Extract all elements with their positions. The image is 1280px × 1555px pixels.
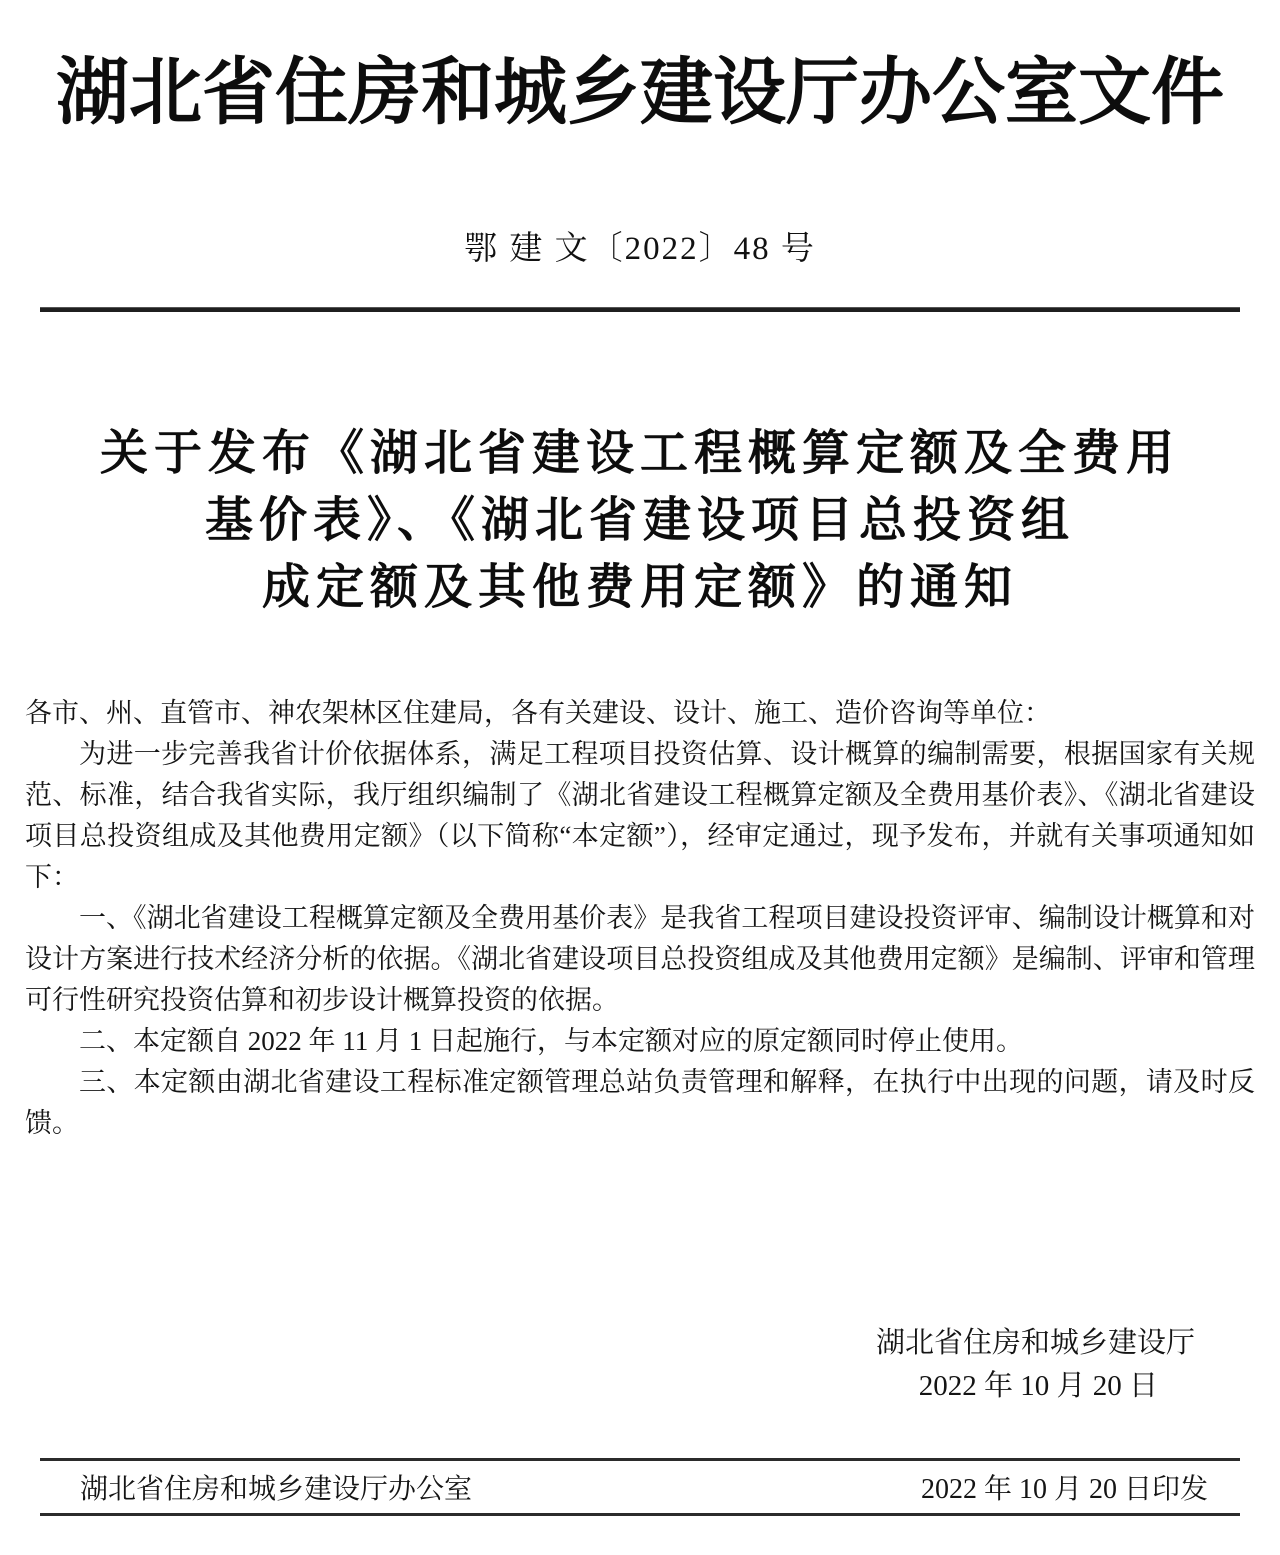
salutation-line: 各市、州、直管市、神农架林区住建局，各有关建设、设计、施工、造价咨询等单位：: [25, 698, 1051, 729]
body-paragraph-item-3: 三、本定额由湖北省建设工程标准定额管理总站负责管理和解释，在执行中出现的问题，请及时反馈。: [25, 1067, 1255, 1139]
document-title-line-2: 基价表》、《湖北省建设项目总投资组: [204, 494, 1075, 548]
footer-bar: [40, 1458, 1240, 1516]
footer-issuing-office: 湖北省住房和城乡建设厅办公室: [80, 1474, 473, 1505]
document-number: 鄂 建 文〔2022〕48 号: [464, 231, 816, 268]
document-body: [25, 693, 1255, 1144]
body-paragraph-item-2: 二、本定额自 2022 年 11 月 1 日起施行，与本定额对应的原定额同时停止使用。: [79, 1026, 1023, 1057]
issuing-org-header: 湖北省住房和城乡建设厅办公室文件: [56, 52, 1224, 133]
document-title-line-1: 关于发布《湖北省建设工程概算定额及全费用: [99, 427, 1180, 481]
document-title-line-3: 成定额及其他费用定额》的通知: [261, 561, 1018, 615]
document-title: [0, 420, 1280, 621]
signature-org: 湖北省住房和城乡建设厅: [875, 1327, 1195, 1360]
header-divider-rule: [40, 307, 1240, 312]
signature-block: [0, 1322, 1280, 1408]
body-paragraph-item-1: 一、《湖北省建设工程概算定额及全费用基价表》是我省工程项目建设投资评审、编制设计概算和对设计方案进行技术经济分析的依据。《湖北省建设项目总投资组成及其他费用定额》是编制、评审和管理可行性研究投资估算和初步设计概算投资的依据。: [25, 903, 1255, 1016]
footer-print-date: 2022 年 10 月 20 日印发: [920, 1474, 1208, 1505]
body-paragraph-intro: 为进一步完善我省计价依据体系，满足工程项目投资估算、设计概算的编制需要，根据国家有关规范、标准，结合我省实际，我厅组织编制了《湖北省建设工程概算定额及全费用基价表》、《湖北省建设项目总投资组成及其他费用定额》（以下简称“本定额”），经审定通过，现予发布，并就有关事项通知如下：: [25, 739, 1255, 893]
signature-date: 2022 年 10 月 20 日: [918, 1370, 1158, 1403]
